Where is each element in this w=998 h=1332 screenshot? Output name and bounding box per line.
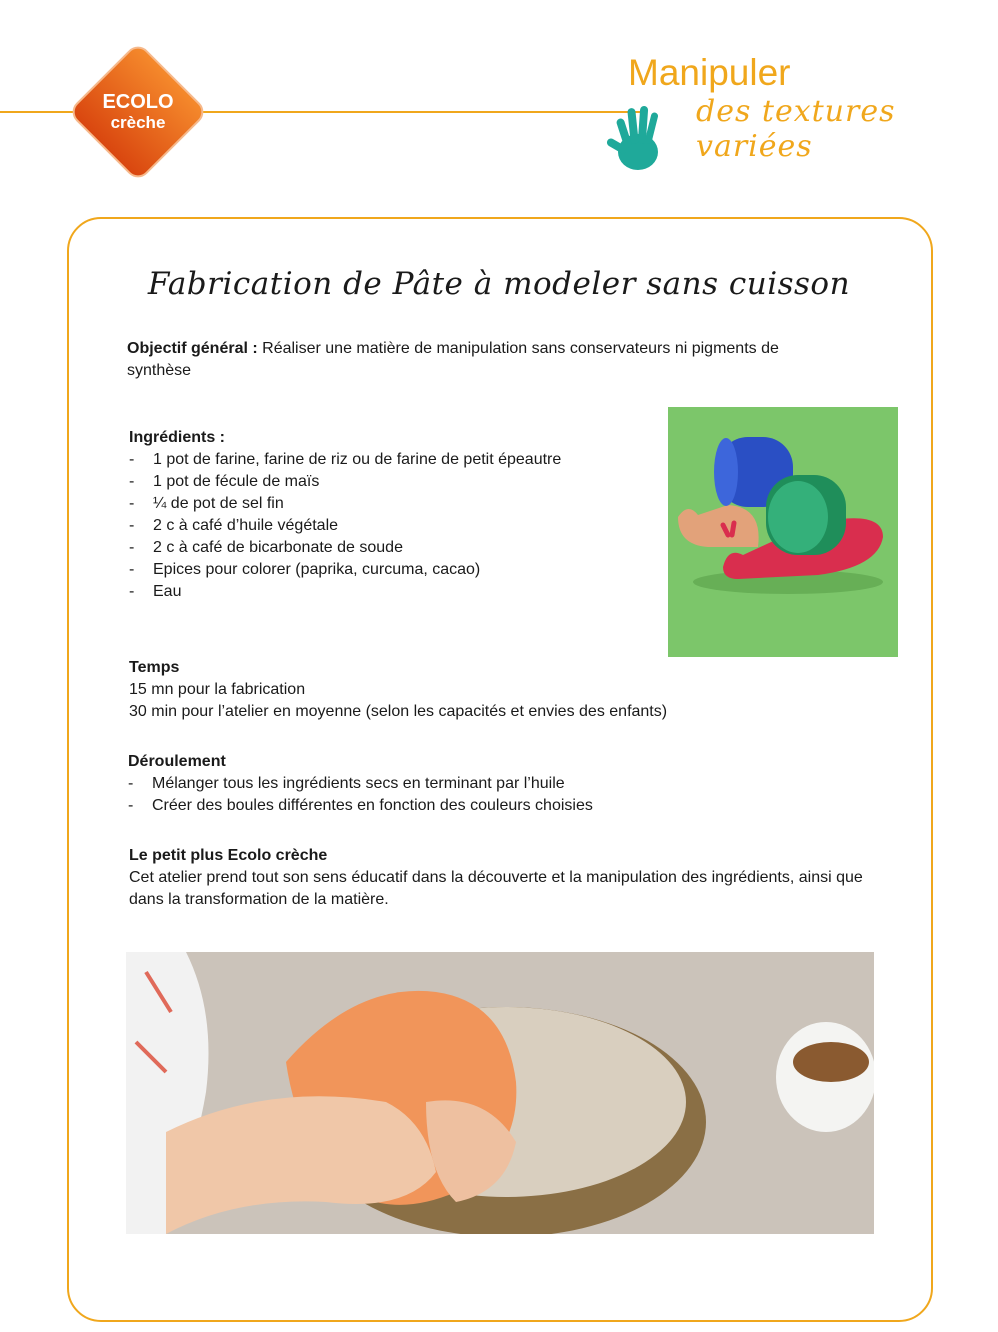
list-item: - Mélanger tous les ingrédients secs en terminant par l’huile (128, 773, 828, 795)
time-line: 30 min pour l’atelier en moyenne (selon les capacités et envies des enfants) (129, 703, 668, 720)
document-title: Fabrication de Pâte à modeler sans cuisson (147, 266, 851, 302)
snail-playdough-photo (668, 407, 898, 657)
objective-label: Objectif général : (127, 340, 258, 357)
list-item: - 1 pot de farine, farine de riz ou de farine de petit épeautre (129, 449, 649, 471)
extra-heading: Le petit plus Ecolo crèche (129, 847, 328, 864)
steps-section (128, 751, 828, 817)
list-item: - 2 c à café de bicarbonate de soude (129, 537, 649, 559)
list-item: - Eau (129, 581, 649, 603)
ingredients-section (129, 427, 649, 603)
steps-list (128, 773, 828, 817)
time-heading: Temps (129, 659, 180, 676)
extra-section (129, 845, 869, 911)
svg-text:crèche: crèche (110, 113, 166, 132)
svg-text:ECOLO: ECOLO (102, 91, 174, 113)
extra-text: Cet atelier prend tout son sens éducatif dans la découverte et la manipulation des ingrédients, ainsi que dans la transformation de la matière. (129, 869, 863, 908)
list-item: - 2 c à café d’huile végétale (129, 515, 649, 537)
kneading-dough-photo (126, 952, 874, 1234)
steps-heading: Déroulement (128, 753, 226, 770)
theme-title: Manipuler (628, 52, 791, 93)
objective-text: Réaliser une matière de manipulation sans conservateurs ni pigments de synthèse (127, 340, 779, 379)
ecolo-creche-logo (64, 38, 212, 186)
ingredients-list (129, 449, 649, 603)
time-line: 15 mn pour la fabrication (129, 681, 306, 698)
theme-subtitle: des textures variées (696, 94, 896, 164)
list-item: - Créer des boules différentes en fonction des couleurs choisies (128, 795, 828, 817)
time-section (129, 657, 829, 723)
list-item: - Epices pour colorer (paprika, curcuma, cacao) (129, 559, 649, 581)
list-item: - 1 pot de fécule de maïs (129, 471, 649, 493)
list-item: - ¼ de pot de sel fin (129, 493, 649, 515)
handprint-icon (598, 100, 678, 178)
objective-section (127, 338, 847, 382)
ingredients-heading: Ingrédients : (129, 429, 226, 446)
